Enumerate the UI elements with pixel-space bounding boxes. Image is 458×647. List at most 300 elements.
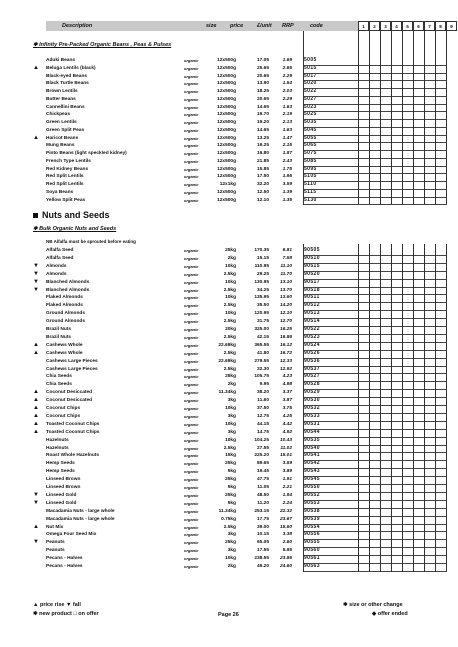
unit-price: 3.75: [282, 406, 292, 411]
organic-label: organic: [184, 112, 199, 118]
unit-price: 1.35: [282, 197, 292, 203]
organic-label: organic: [184, 461, 199, 467]
product-price: 17.75: [256, 516, 269, 522]
product-price: 135.95: [254, 295, 269, 301]
product-code: 90542: [304, 460, 320, 467]
product-code: 90535: [304, 436, 320, 443]
unit-price: 3.38: [282, 532, 292, 538]
product-size: 2kg: [227, 564, 236, 569]
product-description: Ground Almonds: [46, 311, 85, 317]
product-size: 10kg: [225, 556, 236, 562]
product-price: 110.95: [254, 263, 269, 269]
product-size: 3kg: [227, 429, 236, 435]
product-description: Toasted Coconut Chips: [46, 429, 100, 435]
grid-column-line: [402, 31, 403, 205]
product-description: Cannellini Beans: [46, 104, 85, 110]
product-description: Omega Four Seed Mix: [46, 532, 97, 538]
unit-price: 4.23: [282, 374, 292, 380]
product-description: Pinto Beans (light speckled kidney): [46, 151, 127, 156]
product-code: 90533: [304, 412, 320, 419]
new-product-icon: ✱: [33, 226, 38, 232]
grid-column-line: [303, 31, 304, 205]
product-size: 25kg: [225, 248, 236, 253]
unit-price: 1.87: [282, 151, 292, 156]
page-number: Page 26: [218, 612, 239, 618]
product-description: Alfalfa Seed: [46, 248, 74, 253]
product-description: Linseed Brown: [46, 485, 81, 490]
product-code: 90554: [304, 523, 320, 530]
product-price: 21.85: [256, 158, 269, 164]
organic-label: organic: [184, 248, 199, 253]
product-size: 5kg: [227, 485, 236, 490]
organic-label: organic: [184, 65, 199, 71]
price-rise-icon: ▲: [33, 523, 39, 530]
grid-column-line: [413, 31, 414, 205]
product-price: 17.55: [256, 548, 269, 554]
unit-price: 2.29: [282, 96, 292, 102]
product-description: Cashews Whole: [46, 342, 83, 348]
product-description: Green Lentils: [46, 120, 77, 125]
product-size: 12x500g: [217, 174, 236, 180]
product-size: 2.5kg: [223, 334, 236, 340]
grid-column-line: [391, 31, 392, 205]
organic-label: organic: [184, 127, 199, 133]
product-code: 90517: [304, 278, 320, 285]
product-code: 90536: [304, 357, 320, 364]
organic-label: organic: [184, 437, 199, 443]
unit-price: 3.59: [282, 461, 292, 467]
organic-label: organic: [184, 342, 199, 348]
organic-label: organic: [184, 500, 199, 506]
unit-price: 1.91: [282, 477, 292, 483]
product-code: 90523: [304, 333, 320, 340]
product-code: 90532: [304, 405, 320, 411]
product-code: 90529: [304, 389, 320, 396]
product-price: 14.65: [256, 104, 269, 110]
product-size: 25kg: [225, 540, 236, 546]
price-rise-icon: ▲: [33, 405, 39, 411]
product-description: Pecans - Halves: [46, 564, 83, 569]
unit-price: 1.54: [282, 81, 292, 87]
organic-label: organic: [184, 143, 199, 149]
unit-price: 3.87: [282, 398, 292, 404]
legend-size-change: ✱ size or other change: [343, 602, 403, 608]
product-code: 5015: [304, 64, 317, 71]
product-price: 16.80: [256, 151, 269, 156]
price-fall-icon: ▼: [33, 278, 39, 285]
product-description: Linseed Gold: [46, 500, 77, 506]
product-size: 2.5kg: [223, 350, 236, 356]
product-code: 90563: [304, 563, 320, 569]
organic-label: organic: [184, 319, 199, 325]
product-price: 12.10: [256, 197, 269, 203]
product-code: 90539: [304, 515, 320, 522]
product-code: 90530: [304, 397, 320, 404]
organic-label: organic: [184, 120, 199, 125]
product-description: Coconut Chips: [46, 406, 81, 411]
nuts-section-title: [33, 210, 110, 220]
product-size: 12x500g: [217, 89, 236, 94]
unit-price: 13.70: [279, 287, 292, 293]
product-size: 25kg: [225, 477, 236, 483]
unit-price: 15.60: [279, 524, 292, 530]
product-description: Cashews Whole: [46, 350, 83, 356]
grid-col-3: 3: [380, 21, 391, 31]
product-size: 12x500g: [217, 65, 236, 71]
product-code: 90528: [304, 381, 320, 388]
product-size: 5kg: [227, 500, 236, 506]
product-size: 15kg: [225, 453, 236, 459]
unit-price: 7.58: [282, 255, 292, 261]
product-price: 89.65: [256, 461, 269, 467]
product-code: 90544: [304, 428, 320, 435]
product-price: 42.15: [256, 334, 269, 340]
product-code: 5105: [304, 173, 317, 180]
product-size: 10kg: [225, 295, 236, 301]
product-size: 12x1kg: [219, 182, 236, 187]
unit-price: 2.13: [282, 120, 292, 125]
organic-label: organic: [184, 429, 199, 435]
product-size: 12x500g: [217, 81, 236, 87]
organic-label: organic: [184, 516, 199, 522]
product-code: 90538: [304, 507, 320, 514]
product-size: 12x500g: [217, 127, 236, 133]
organic-label: organic: [184, 197, 199, 203]
unit-price: 1.94: [282, 492, 292, 498]
product-price: 19.70: [256, 112, 269, 118]
product-code: 90543: [304, 468, 320, 475]
grid-column-line: [358, 31, 359, 205]
price-rise-icon: ▲: [33, 412, 39, 419]
product-price: 48.50: [256, 492, 269, 498]
product-size: 3kg: [227, 398, 236, 404]
grid-col-7: 7: [424, 21, 435, 31]
product-description: Linseed Gold: [46, 492, 77, 498]
price-rise-icon: ▲: [33, 397, 39, 404]
organic-label: organic: [184, 104, 199, 110]
grid-column-line: [380, 244, 381, 572]
product-size: 0.75kg: [221, 516, 236, 522]
product-description: Butter Beans: [46, 96, 76, 102]
product-price: 104.25: [254, 437, 269, 443]
product-price: 17.05: [256, 58, 269, 63]
product-code: 90527: [304, 373, 320, 380]
product-price: 32.20: [256, 182, 269, 187]
product-price: 31.75: [256, 319, 269, 325]
product-price: 238.55: [254, 556, 269, 562]
product-code: 5035: [304, 119, 317, 125]
product-price: 41.80: [256, 350, 269, 356]
organic-label: organic: [184, 271, 199, 277]
product-size: 2.5kg: [223, 524, 236, 530]
product-price: 11.20: [257, 500, 269, 506]
unit-price: 3.89: [282, 469, 292, 475]
product-description: Brazil Nuts: [46, 327, 72, 332]
organic-label: organic: [184, 492, 199, 498]
product-code: 90512: [304, 302, 320, 309]
product-price: 9.95: [259, 382, 269, 388]
product-size: 10kg: [225, 406, 236, 411]
product-code: 90550: [304, 484, 320, 490]
product-description: Hazelnuts: [46, 445, 69, 451]
organic-label: organic: [184, 334, 199, 340]
grid-col-4: 4: [391, 21, 402, 31]
grid-column-line: [402, 244, 403, 572]
nuts-subtitle-text: Bulk Organic Nuts and Seeds: [39, 226, 117, 232]
unit-price: 2.15: [282, 143, 292, 149]
product-code: 5115: [304, 188, 317, 195]
legend-price-change: ▲ price rise ▼ fall: [33, 602, 81, 608]
product-description: Coconut Chips: [46, 413, 81, 419]
product-price: 25.65: [256, 65, 269, 71]
grid-col-5: 5: [402, 21, 413, 31]
product-size: 2.5kg: [223, 366, 236, 372]
product-price: 19.20: [256, 120, 269, 125]
product-code: 90561: [304, 555, 320, 562]
organic-label: organic: [184, 73, 199, 79]
organic-label: organic: [184, 366, 199, 372]
product-size: 22.68kg: [218, 342, 236, 348]
unit-price: 4.42: [282, 421, 292, 427]
product-size: 2.5kg: [223, 287, 236, 293]
product-size: 25kg: [225, 461, 236, 467]
price-fall-icon: ▼: [33, 286, 39, 293]
product-description: Cashews Large Pieces: [46, 358, 98, 364]
price-fall-icon: ▼: [33, 491, 39, 498]
legend-new-offer: ✱ new product □ on offer: [33, 611, 99, 617]
organic-label: organic: [184, 135, 199, 141]
price-rise-icon: ▲: [33, 389, 39, 396]
product-description: Hemp Seeds: [46, 461, 75, 467]
product-description: Red Kidney Beans: [46, 166, 89, 172]
organic-label: organic: [184, 166, 199, 172]
organic-label: organic: [184, 540, 199, 546]
product-price: 12.75: [256, 413, 269, 419]
beans-subtitle-text: Infinity Pre-Packed Organic Beans , Peas & Pulses: [39, 42, 172, 48]
order-grid-header: [358, 21, 457, 31]
product-size: 12x500g: [217, 197, 236, 203]
header-unit-price: £/unit: [257, 23, 272, 29]
product-size: 20kg: [225, 327, 236, 332]
product-size: 12x500g: [217, 158, 236, 164]
unit-price: 2.03: [282, 89, 292, 94]
organic-label: organic: [184, 508, 199, 514]
product-size: 10kg: [225, 421, 236, 427]
grid-column-line: [435, 244, 436, 572]
product-price: 170.35: [254, 248, 269, 253]
unit-price: 23.67: [279, 516, 292, 522]
product-price: 365.55: [254, 342, 269, 348]
legend-offer-ended: ◆ offer ended: [372, 611, 408, 617]
product-code: 90526: [304, 349, 320, 356]
product-price: 38.20: [256, 390, 269, 396]
product-price: 11.05: [257, 485, 269, 490]
price-fall-icon: ▼: [33, 499, 39, 506]
unit-price: 16.25: [279, 327, 292, 332]
product-description: Yellow Split Peas: [46, 197, 86, 203]
product-description: Pecans - Halves: [46, 556, 83, 562]
product-description: Red Split Lentils: [46, 174, 84, 180]
unit-price: 4.98: [282, 382, 292, 388]
product-description: Blanched Almonds: [46, 279, 90, 285]
product-price: 130.95: [254, 279, 269, 285]
unit-price: 1.95: [282, 174, 292, 180]
product-code: 90520: [304, 270, 320, 277]
organic-label: organic: [184, 279, 199, 285]
product-size: 12x500g: [217, 73, 236, 79]
product-size: 2kg: [227, 382, 236, 388]
product-size: 2.5kg: [223, 271, 236, 277]
organic-label: organic: [184, 469, 199, 475]
product-size: 22.68kg: [218, 358, 236, 364]
organic-label: organic: [184, 374, 199, 380]
product-description: Peanuts: [46, 548, 65, 554]
product-size: 2.5kg: [223, 303, 236, 309]
grid-column-line: [435, 31, 436, 205]
product-price: 14.75: [256, 429, 269, 435]
product-code: 90537: [304, 365, 320, 372]
product-code: 5055: [304, 134, 317, 141]
product-price: 27.55: [256, 445, 269, 451]
product-description: Red Split Lentils: [46, 182, 84, 187]
unit-price: 12.92: [279, 366, 292, 372]
organic-label: organic: [184, 556, 199, 562]
alfalfa-note: NB Alfalfa must be sprouted before eating: [46, 239, 136, 244]
product-price: 253.15: [254, 508, 269, 514]
product-description: Mung Beans: [46, 143, 75, 149]
unit-price: 13.60: [279, 295, 292, 301]
product-size: 10kg: [225, 437, 236, 443]
header-description: Description: [62, 23, 93, 29]
organic-label: organic: [184, 406, 199, 411]
grid-column-line: [424, 31, 425, 205]
product-description: Chickpeas: [46, 112, 70, 118]
organic-label: organic: [184, 81, 199, 87]
product-description: Black Turtle Beans: [46, 81, 89, 87]
unit-price: 2.60: [282, 540, 292, 546]
header-size: size: [206, 23, 217, 29]
unit-price: 3.37: [282, 390, 292, 396]
organic-label: organic: [184, 445, 199, 451]
product-size: 10kg: [225, 311, 236, 317]
product-code: 5075: [304, 150, 317, 156]
product-code: 90541: [304, 452, 320, 459]
product-description: Coconut Desiccated: [46, 390, 93, 396]
product-size: 12x500g: [217, 151, 236, 156]
organic-label: organic: [184, 413, 199, 419]
product-price: 17.50: [256, 174, 269, 180]
product-code: 90518: [304, 286, 320, 293]
product-description: Almonds: [46, 263, 67, 269]
product-description: Cashews Large Pieces: [46, 366, 98, 372]
product-code: 90511: [304, 294, 320, 301]
product-code: 90514: [304, 318, 320, 325]
product-price: 18.25: [256, 89, 269, 94]
organic-label: organic: [184, 350, 199, 356]
product-size: 12x500g: [217, 143, 236, 149]
product-price: 14.65: [256, 127, 269, 133]
organic-label: organic: [184, 182, 199, 187]
product-description: Peanuts: [46, 540, 65, 546]
product-size: 3kg: [227, 532, 236, 538]
product-code: 90531: [304, 420, 320, 427]
product-code: 90510: [304, 254, 320, 261]
product-size: 10kg: [225, 279, 236, 285]
product-price: 29.25: [256, 271, 269, 277]
product-description: Haricot Beans: [46, 135, 79, 141]
grid-column-line: [369, 244, 370, 572]
product-size: 5kg: [227, 469, 236, 475]
product-price: 39.00: [256, 524, 269, 530]
product-code: 5027: [304, 95, 317, 102]
organic-label: organic: [184, 287, 199, 293]
product-code: 90545: [304, 476, 320, 483]
price-fall-icon: ▼: [33, 270, 39, 277]
product-code: 5005: [304, 57, 317, 63]
unit-price: 16.72: [279, 350, 292, 356]
unit-price: 12.33: [279, 358, 292, 364]
product-code: 90505: [304, 247, 320, 253]
product-size: 11.34kg: [218, 508, 236, 514]
organic-label: organic: [184, 189, 199, 195]
organic-label: organic: [184, 390, 199, 396]
product-price: 20.65: [256, 73, 269, 79]
grid-column-line: [413, 244, 414, 572]
header-price: price: [230, 23, 244, 29]
product-description: Chia Seeds: [46, 374, 72, 380]
column-header-band: [46, 21, 358, 31]
grid-column-line: [391, 244, 392, 572]
product-code: 90556: [304, 531, 320, 538]
unit-price: 22.32: [279, 508, 292, 514]
unit-price: 13.10: [279, 279, 292, 285]
organic-label: organic: [184, 158, 199, 164]
price-rise-icon: ▲: [33, 420, 39, 427]
product-price: 325.00: [254, 327, 269, 332]
organic-label: organic: [184, 358, 199, 364]
grid-col-1: 1: [358, 21, 369, 31]
organic-label: organic: [184, 174, 199, 180]
product-code: 90552: [304, 491, 320, 498]
product-description: Linseed Brown: [46, 477, 81, 483]
product-code: 90522: [304, 326, 320, 332]
product-description: Beluga Lentils (black): [46, 65, 96, 71]
product-description: Brazil Nuts: [46, 334, 72, 340]
product-price: 19.45: [256, 469, 269, 475]
price-rise-icon: ▲: [33, 428, 39, 435]
product-description: Macadamia Nuts - large whole: [46, 516, 115, 522]
product-code: 90540: [304, 444, 320, 451]
product-code: 90513: [304, 310, 320, 317]
product-code: 90524: [304, 341, 320, 348]
product-price: 15.85: [256, 166, 269, 172]
organic-label: organic: [184, 89, 199, 94]
product-size: 3kg: [227, 413, 236, 419]
organic-label: organic: [184, 327, 199, 332]
product-size: 12x500g: [217, 166, 236, 172]
product-price: 19.25: [256, 143, 269, 149]
unit-price: 1.69: [282, 58, 292, 63]
product-description: Ground Almonds: [46, 319, 85, 325]
product-description: Hazelnuts: [46, 437, 69, 443]
product-price: 65.05: [256, 540, 269, 546]
section-square-icon: [33, 213, 38, 218]
product-price: 37.50: [256, 406, 269, 411]
organic-label: organic: [184, 96, 199, 102]
organic-label: organic: [184, 453, 199, 459]
grid-column-line: [303, 244, 304, 572]
unit-price: 2.21: [282, 485, 292, 490]
